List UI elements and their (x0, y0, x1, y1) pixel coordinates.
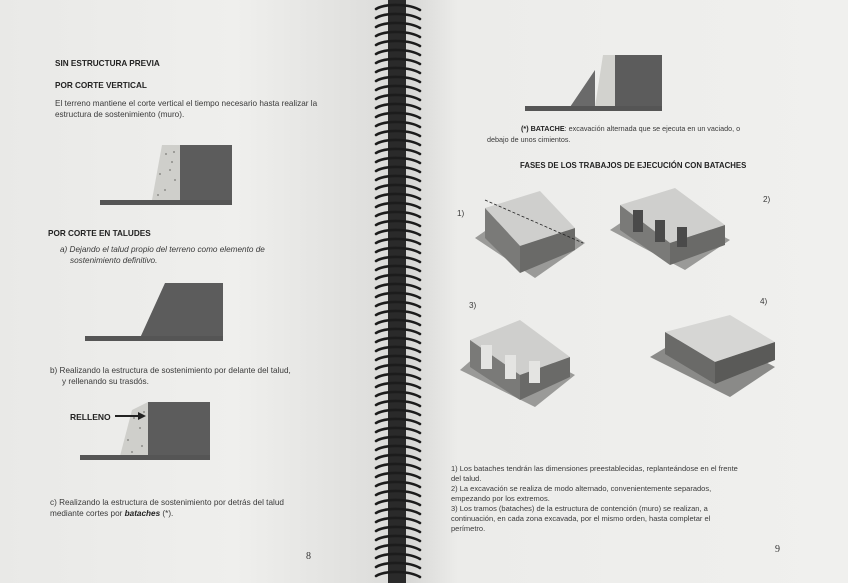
step-1-line: 1) Los bataches tendrán las dimensiones preestablecidas, replanteándose en el frente (451, 464, 738, 473)
batache-figure (525, 52, 675, 114)
slope-block (140, 283, 223, 338)
figure-label-3: 3) (469, 301, 477, 310)
ground-line (525, 106, 662, 111)
figure-label-1: 1) (457, 209, 465, 218)
spiral-binding (362, 0, 432, 583)
step-1-line: del talud. (451, 474, 482, 483)
heading-sin-estructura: SIN ESTRUCTURA PREVIA (55, 59, 160, 68)
ground-line (85, 336, 223, 341)
right-page (405, 0, 848, 583)
step-2-line: empezando por los extremos. (451, 494, 550, 503)
batache-term: (*) BATACHE (521, 124, 565, 133)
wall-block (615, 55, 662, 107)
wall-block (148, 402, 210, 456)
paragraph-line: estructura de sostenimiento (muro). (55, 110, 185, 119)
heading-corte-vertical: POR CORTE VERTICAL (55, 81, 147, 90)
gravel-fill (120, 402, 148, 456)
relleno-label: RELLENO (70, 412, 111, 422)
vertical-cut-figure (100, 140, 240, 210)
step-2-line: 2) La excavación se realiza de modo alternado, convenientemente separados, (451, 484, 712, 493)
item-c-text: (*). (160, 509, 174, 518)
item-c-line (50, 508, 173, 519)
wall-block (180, 145, 232, 200)
page-number-right: 9 (775, 544, 780, 555)
phase-1-figure (465, 188, 595, 288)
item-a-line: a) Dejando el talud propio del terreno como elemento de (60, 245, 265, 254)
excavation (633, 210, 643, 232)
phase-4-figure (645, 312, 780, 402)
ground-line (100, 200, 232, 205)
excavation (655, 220, 665, 242)
item-b-line: b) Realizando la estructura de sostenimiento por delante del talud, (50, 366, 291, 375)
item-a-line: sostenimiento definitivo. (70, 256, 158, 265)
phases-heading: FASES DE LOS TRABAJOS DE EJECUCIÓN CON BATACHES (520, 161, 747, 170)
slope-block (570, 70, 595, 107)
ground-line (80, 455, 210, 460)
figure-label-4: 4) (760, 297, 768, 306)
step-3-line: 3) Los tramos (bataches) de la estructura de contención (muro) se realizan, a (451, 504, 708, 513)
wall-section (481, 345, 492, 369)
bataches-term: bataches (124, 509, 161, 518)
left-page (0, 0, 395, 583)
slope-figure (85, 280, 235, 350)
relleno-figure (80, 400, 220, 465)
item-b-line: y rellenando su trasdós. (62, 377, 149, 386)
paragraph-line: El terreno mantiene el corte vertical el tiempo necesario hasta realizar la (55, 99, 318, 108)
wall-section (505, 355, 516, 379)
phase-3-figure (455, 315, 580, 410)
step-3-line: perímetro. (451, 524, 486, 533)
excavation (677, 227, 687, 247)
gravel-fill (595, 55, 615, 107)
phase-2-figure (605, 185, 735, 275)
batache-note-line: debajo de unos cimientos. (487, 135, 571, 144)
figure-label-2: 2) (763, 195, 771, 204)
page-number-left: 8 (306, 551, 311, 562)
heading-corte-taludes: POR CORTE EN TALUDES (48, 229, 151, 238)
batache-note-line (521, 123, 740, 134)
item-c-line: c) Realizando la estructura de sostenimiento por detrás del talud (50, 498, 284, 507)
item-c-text: mediante cortes por (50, 509, 125, 518)
note-text: : excavación alternada que se ejecuta en un vaciado, o (564, 124, 741, 133)
wall-section (529, 361, 540, 383)
step-3-line: continuación, en cada zona excavada, por el mismo orden, hasta completar el (451, 514, 711, 523)
